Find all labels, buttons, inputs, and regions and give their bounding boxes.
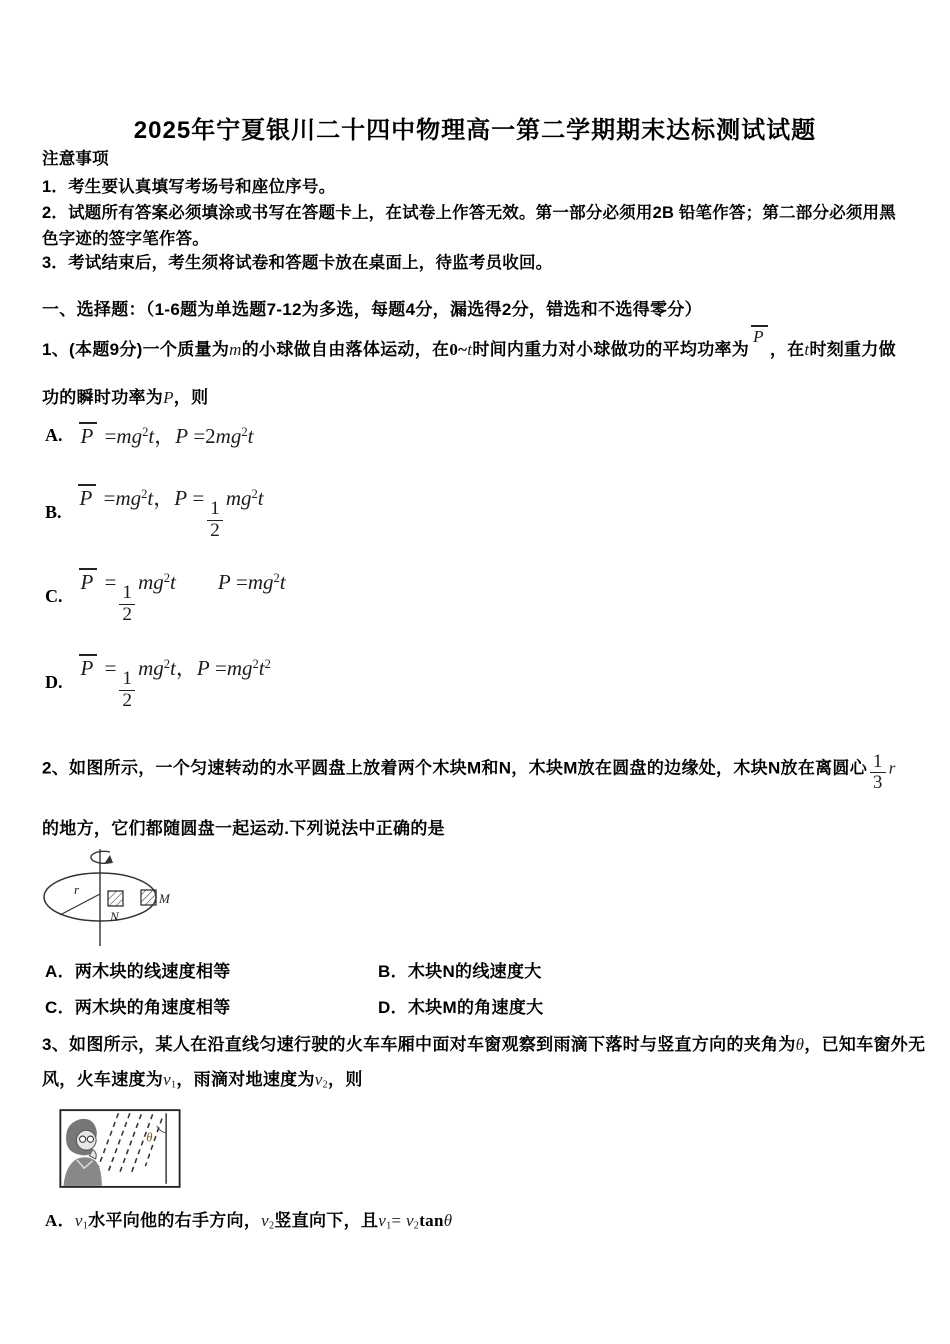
formula-token: mg (226, 655, 253, 680)
formula-token: 2、如图所示，一个匀速转动的水平圆盘上放着两个木块M和N，木块M放在圆盘的边缘处，木块N放在离圆心 (42, 758, 868, 778)
formula-token: t (148, 424, 155, 448)
formula-token: $\frac{1}{2}$ (119, 583, 135, 626)
q2-statement-line1 (42, 752, 896, 793)
formula-token: t (258, 655, 265, 680)
formula-token: 2 (251, 486, 258, 501)
q2-option-c: C．两木块的角速度相等 (45, 998, 231, 1017)
q1-option-b-formula (76, 482, 264, 542)
q1-option-b (45, 476, 264, 548)
formula-token: ，则 (173, 388, 209, 407)
formula-token: 0~ (449, 340, 468, 359)
q1-option-a-label: A. (45, 424, 63, 445)
q1-option-d-label: D. (45, 671, 63, 692)
formula-token: = (98, 485, 116, 510)
formula-token: ， (175, 655, 197, 680)
formula-token: mg (138, 655, 164, 680)
formula-token: ， (154, 424, 176, 448)
formula-token: r (888, 758, 896, 778)
formula-token: 1、(本题9分)一个质量为 (42, 340, 230, 359)
formula-token: m (229, 340, 242, 359)
formula-token: = (391, 1211, 406, 1230)
formula-token: = (187, 485, 205, 510)
section-1-heading: 一、选择题：（1-6题为单选题7-12为多选，每题4分，漏选得2分，错选和不选得零分） (42, 300, 702, 319)
formula-token: t (170, 655, 176, 680)
q1-option-c-label: C. (45, 585, 63, 606)
q1-option-b-label: B. (45, 501, 62, 522)
formula-token: = (99, 655, 117, 680)
formula-token: P (174, 485, 188, 510)
formula-token: 2 (241, 425, 248, 440)
formula-token: 功的瞬时功率为 (42, 388, 164, 407)
q2-disk-diagram (38, 842, 318, 957)
formula-token: t (247, 424, 254, 448)
formula-token: P (196, 655, 210, 680)
q2-statement-line2: 的地方，它们都随圆盘一起运动.下列说法中正确的是 (42, 819, 445, 838)
formula-token: = (230, 569, 248, 594)
formula-token: ，在 (769, 340, 805, 359)
radius-line (60, 894, 100, 915)
formula-token: θ (443, 1211, 453, 1230)
radius-label: r (74, 882, 80, 897)
q3-option-a (45, 1210, 452, 1238)
formula-token: 2 (413, 1220, 420, 1232)
formula-token: mg (115, 485, 142, 510)
q3-statement-line2 (42, 1069, 363, 1097)
formula-token: 的小球做自由落体运动，在 (241, 340, 450, 359)
q3-rain-window-figure (58, 1106, 183, 1190)
formula-token: 2 (205, 424, 216, 448)
formula-token: v (314, 1070, 323, 1089)
exam-title: 2025年宁夏银川二十四中物理高一第二学期期末达标测试试题 (133, 117, 817, 144)
formula-token: t (147, 485, 154, 510)
formula-token: 水平向他的右手方向， (88, 1211, 262, 1230)
formula-token: v (261, 1211, 270, 1230)
glasses-lens-left (80, 1136, 86, 1142)
formula-token: A． (45, 1211, 75, 1230)
formula-token: 1 (386, 1220, 392, 1232)
q1-statement-line1 (42, 327, 896, 361)
formula-token: 2 (142, 425, 149, 440)
block-n-label: N (110, 909, 119, 924)
formula-token: 2 (141, 486, 148, 501)
formula-token: mg (225, 485, 252, 510)
formula-token: 2 (264, 656, 271, 671)
q2-option-b: B．木块N的线速度大 (378, 962, 542, 981)
formula-token: P (175, 424, 189, 448)
formula-token: t (804, 340, 810, 359)
q1-option-d-formula (77, 652, 271, 712)
formula-token: ，则 (328, 1070, 363, 1089)
formula-token: mg (247, 569, 274, 594)
formula-token: ，已知车窗外无 (804, 1035, 926, 1054)
notice-item-1: 1．考生要认真填写考场号和座位序号。 (42, 178, 336, 196)
formula-token: 风，火车速度为 (42, 1070, 164, 1089)
notice-item-3: 3．考试结束后，考生须将试卷和答题卡放在桌面上，待监考员收回。 (42, 254, 553, 272)
q1-option-a (45, 414, 253, 456)
formula-token: P (217, 569, 231, 594)
block-m (141, 890, 156, 905)
formula-token: P (163, 388, 174, 407)
formula-token: v (378, 1211, 387, 1230)
q2-option-a: A．两木块的线速度相等 (45, 962, 231, 981)
formula-token: 1 (170, 1079, 177, 1091)
q1-option-c-formula (77, 566, 286, 626)
formula-token: ，雨滴对地速度为 (176, 1070, 315, 1089)
formula-token: v (163, 1070, 171, 1089)
formula-token: = (99, 424, 117, 448)
formula-token: 2 (269, 1220, 275, 1232)
block-n (108, 891, 123, 906)
formula-token: mg (138, 569, 164, 594)
formula-token: = (209, 655, 227, 680)
q1-option-d (45, 646, 271, 718)
formula-token: = (99, 569, 117, 594)
formula-token (176, 570, 218, 594)
q1-option-c (45, 560, 286, 632)
q3-statement-line1 (42, 1034, 925, 1056)
formula-token: 竖直向下，且 (274, 1211, 379, 1230)
formula-token: mg (215, 424, 242, 448)
formula-token: t (467, 340, 473, 359)
formula-token: 3、如图所示，某人在沿直线匀速行驶的火车车厢中面对车窗观察到雨滴下落时与竖直方向的夹角为 (42, 1035, 796, 1054)
formula-token: 2 (273, 570, 280, 585)
glasses-lens-right (87, 1136, 93, 1142)
formula-token: t (170, 569, 176, 594)
formula-token: P (79, 568, 98, 593)
formula-token: 2 (252, 656, 259, 671)
notice-heading: 注意事项 (42, 150, 109, 168)
formula-token: mg (116, 424, 143, 448)
formula-token: $\frac{1}{3}$ (870, 752, 886, 793)
formula-token: 2 (322, 1079, 329, 1091)
formula-token: 时间内重力对小球做功的平均功率为 (472, 340, 750, 359)
formula-token: P (78, 484, 97, 509)
formula-token: v (74, 1211, 83, 1230)
formula-token: P (751, 325, 768, 346)
formula-token: ， (153, 485, 175, 510)
formula-token: 时刻重力做 (809, 340, 896, 359)
formula-token: 2 (163, 570, 171, 585)
formula-token: 1 (82, 1220, 89, 1232)
q1-option-a-formula (77, 420, 254, 450)
formula-token: 2 (163, 656, 171, 671)
q2-option-d: D．木块M的角速度大 (378, 998, 544, 1017)
notice-item-2-cont: 色字迹的签字笔作答。 (42, 230, 209, 248)
formula-token: θ (795, 1035, 805, 1054)
q1-statement-line2 (42, 387, 208, 409)
formula-token: $\frac{1}{2}$ (207, 499, 223, 542)
formula-token: t (279, 569, 286, 594)
formula-token: P (79, 654, 98, 679)
theta-label: θ (146, 1130, 153, 1145)
notice-item-2: 2．试题所有答案必须填涂或书写在答题卡上，在试卷上作答无效。第一部分必须用2B 铅笔作答；第二部分必须用黑 (42, 204, 896, 222)
formula-token: P (79, 422, 98, 447)
formula-token: t (257, 485, 264, 510)
formula-token: tan (419, 1211, 444, 1230)
formula-token: $\frac{1}{2}$ (119, 669, 135, 712)
formula-token: v (405, 1211, 414, 1230)
block-m-label: M (159, 891, 170, 906)
rotation-arrowhead (104, 855, 113, 864)
formula-token: = (188, 424, 206, 448)
